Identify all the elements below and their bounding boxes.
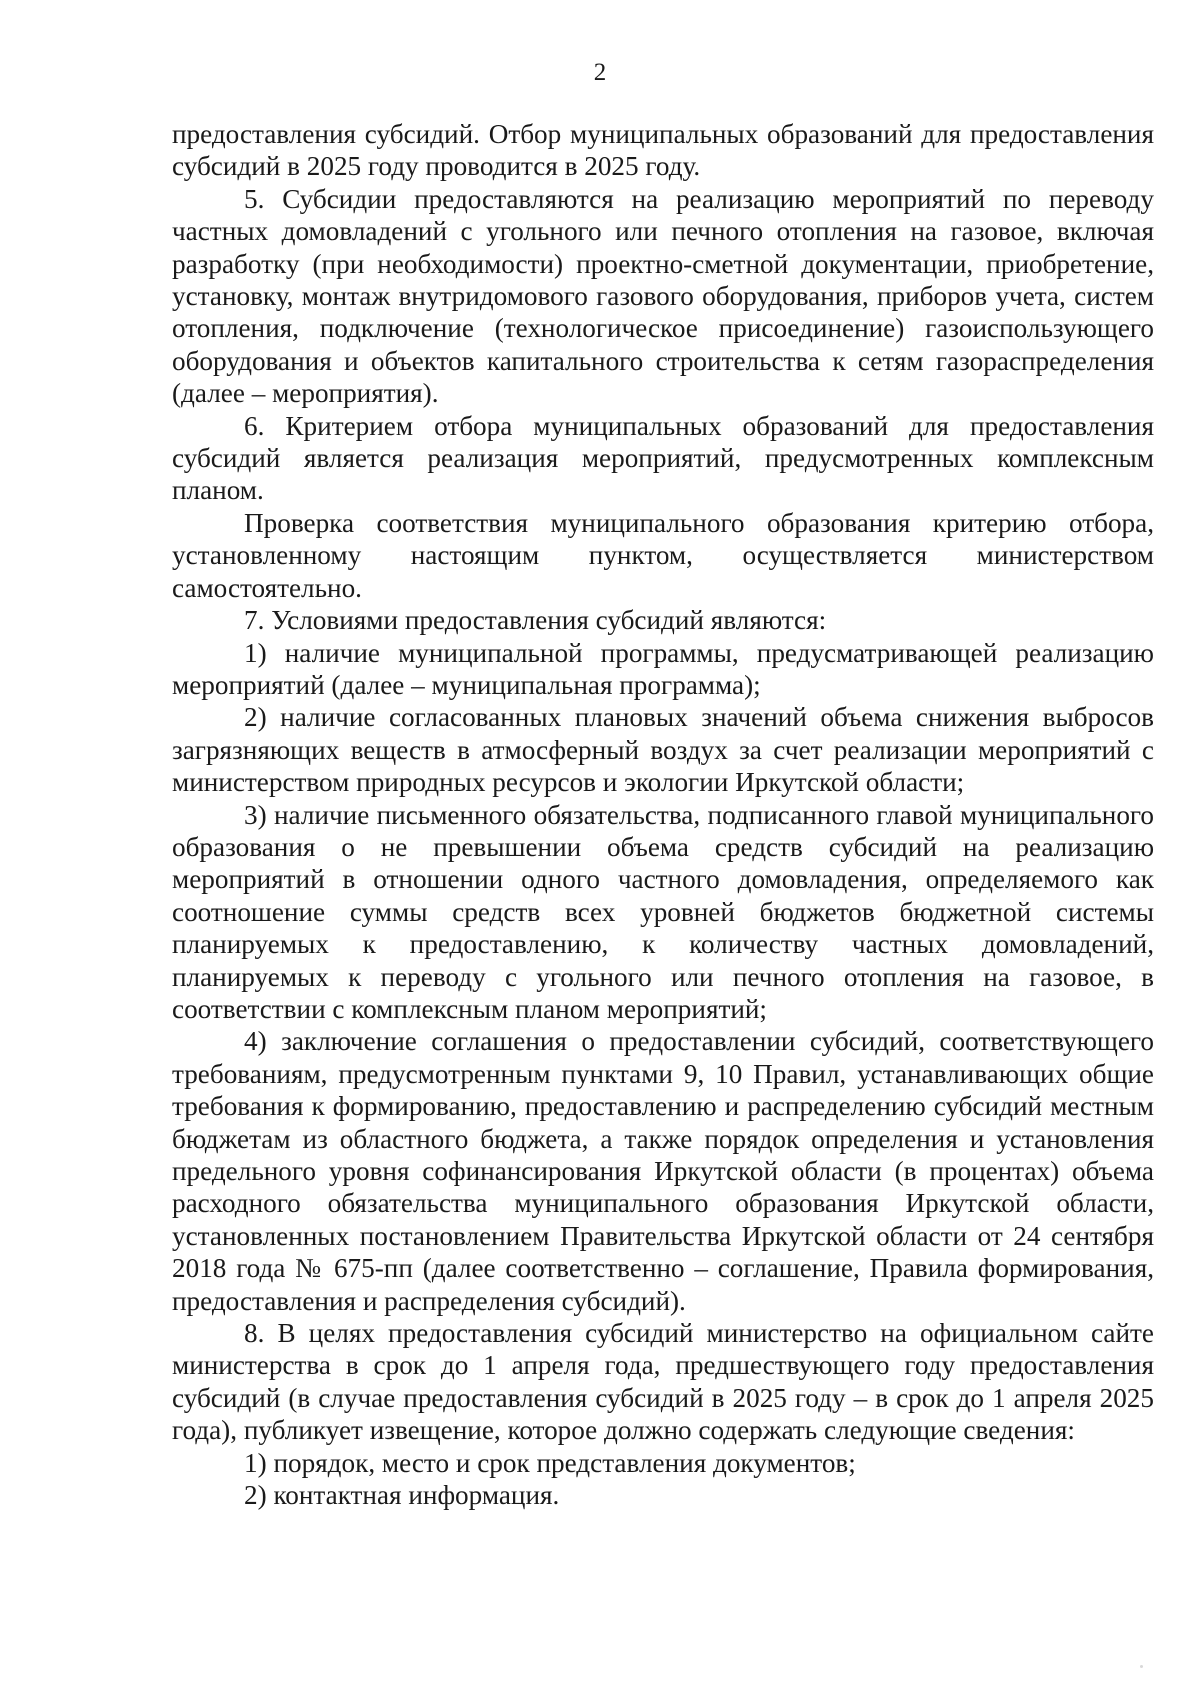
paragraph-item-5: 5. Субсидии предоставляются на реализацию мероприятий по переводу частных домовладений с угольного или печного отопления на газовое, включая разработку (при необходимости) проектно-сметной документации, приобретение, установку, монтаж внутридомового газового оборудования, приборов учета, систем отопления, подключение (технологическое присоединение) газоиспользующего оборудования и объектов капитального строительства к сетям газораспределения (далее – мероприятия). <box>172 183 1154 409</box>
paragraph-condition-4: 4) заключение соглашения о предоставлении субсидий, соответствующего требованиям, предусмотренным пунктами 9, 10 Правил, устанавливающих общие требования к формированию, предоставлению и распределению субсидий местным бюджетам из областного бюджета, а также порядок определения и установления предельного уровня софинансирования Иркутской области (в процентах) объема расходного обязательства муниципального образования Иркутской области, установленных постановлением Правительства Иркутской области от 24 сентября 2018 года № 675-пп (далее соответственно – соглашение, Правила формирования, предоставления и распределения субсидий). <box>172 1026 1154 1316</box>
document-body <box>172 118 1154 1511</box>
paragraph-item-6: 6. Критерием отбора муниципальных образований для предоставления субсидий является реализация мероприятий, предусмотренных комплексным планом. <box>172 410 1154 506</box>
page-number: 2 <box>593 59 607 86</box>
paragraph-condition-1: 1) наличие муниципальной программы, предусматривающей реализацию мероприятий (далее – муниципальная программа); <box>172 637 1154 700</box>
paragraph-notice-1: 1) порядок, место и срок представления документов; <box>244 1447 856 1478</box>
scan-speck <box>1140 1665 1143 1668</box>
paragraph-selection-timing: предоставления субсидий. Отбор муниципальных образований для предоставления субсидий в 2025 году проводится в 2025 году. <box>172 119 1154 182</box>
paragraph-item-7: 7. Условиями предоставления субсидий являются: <box>244 605 827 636</box>
paragraph-notice-2: 2) контактная информация. <box>244 1480 560 1511</box>
paragraph-condition-3: 3) наличие письменного обязательства, подписанного главой муниципального образования о не превышении объема средств субсидий на реализацию мероприятий в отношении одного частного домовладения, определяемого как соотношение суммы средств всех уровней бюджетов бюджетной системы планируемых к предоставлению, к количеству частных домовладений, планируемых к переводу с угольного или печного отопления на газовое, в соответствии с комплексным планом мероприятий; <box>172 799 1154 1024</box>
paragraph-item-8: 8. В целях предоставления субсидий министерство на официальном сайте министерства в срок до 1 апреля года, предшествующего году предоставления субсидий (в случае предоставления субсидий в 2025 году – в срок до 1 апреля 2025 года), публикует извещение, которое должно содержать следующие сведения: <box>172 1318 1154 1446</box>
paragraph-condition-2: 2) наличие согласованных плановых значений объема снижения выбросов загрязняющих веществ в атмосферный воздух за счет реализации мероприятий с министерством природных ресурсов и экологии Иркутской области; <box>172 702 1154 798</box>
paragraph-criterion-check: Проверка соответствия муниципального образования критерию отбора, установленному настоящим пунктом, осуществляется министерством самостоятельно. <box>172 507 1154 603</box>
